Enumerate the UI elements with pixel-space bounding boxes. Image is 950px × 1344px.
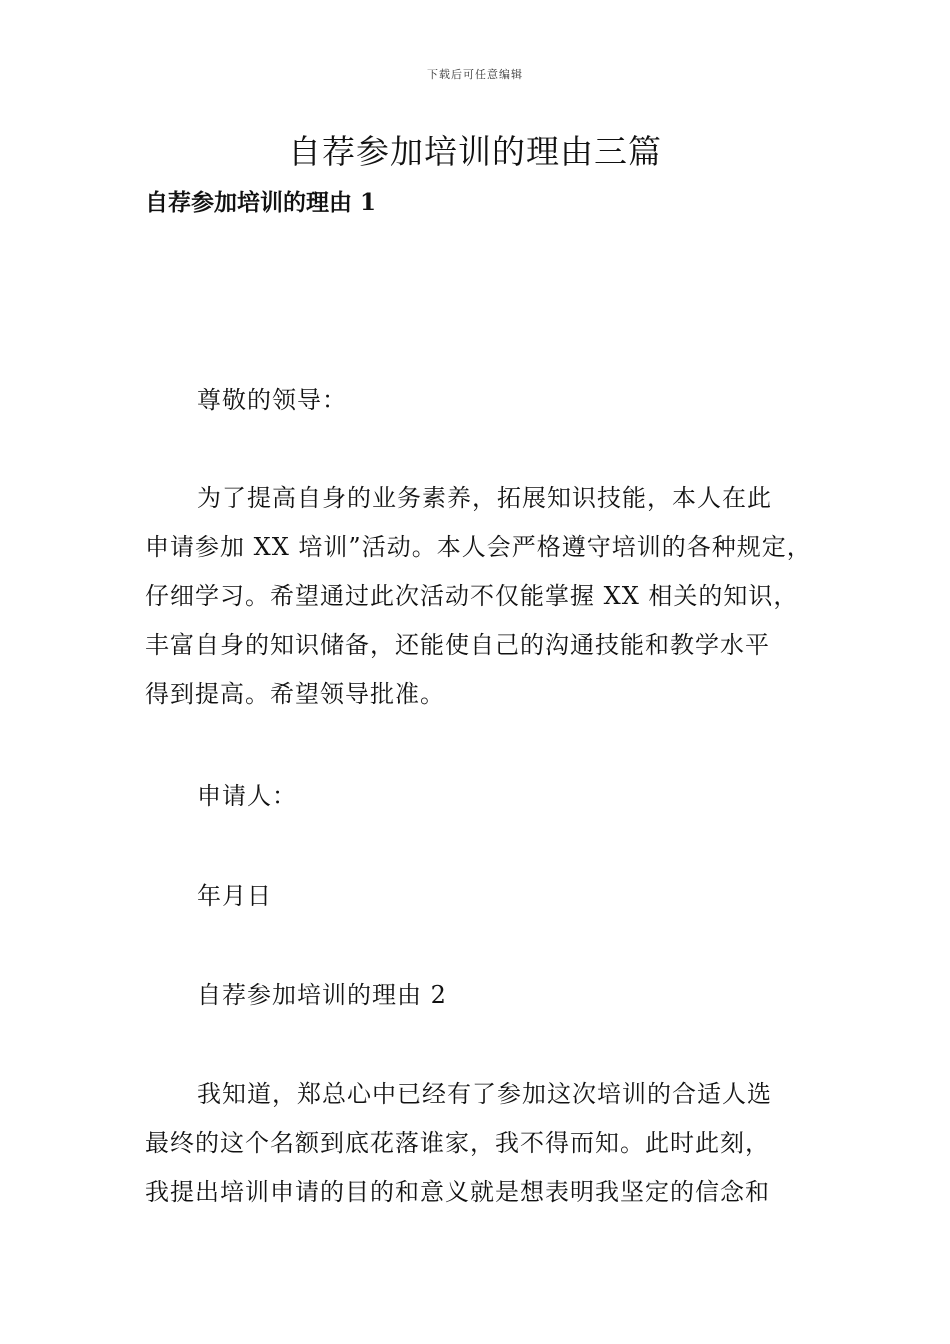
- header-note: 下载后可任意编辑: [427, 68, 523, 81]
- section-2-body: [145, 1070, 815, 1217]
- body-line: 仔细学习。希望通过此次活动不仅能掌握 XX 相关的知识，: [145, 582, 799, 610]
- salutation: 尊敬的领导：: [197, 386, 347, 414]
- applicant-label: 申请人：: [197, 782, 297, 810]
- date-label: 年月日: [197, 882, 272, 910]
- section-1-heading: 自荐参加培训的理由 1: [145, 189, 377, 216]
- body-line: 最终的这个名额到底花落谁家，我不得而知。此时此刻，: [145, 1129, 770, 1157]
- body-line: 为了提高自身的业务素养，拓展知识技能，本人在此: [197, 484, 772, 512]
- document-title: 自荐参加培训的理由三篇: [288, 132, 662, 171]
- section-2-heading: 自荐参加培训的理由 2: [197, 981, 447, 1009]
- body-line: 我知道，郑总心中已经有了参加这次培训的合适人选: [197, 1080, 772, 1108]
- body-line: 得到提高。希望领导批准。: [145, 680, 445, 708]
- body-line: 丰富自身的知识储备，还能使自己的沟通技能和教学水平: [145, 631, 770, 659]
- section-1-body: [145, 474, 815, 719]
- body-line: 申请参加 XX 培训”活动。本人会严格遵守培训的各种规定，: [145, 533, 812, 561]
- body-line: 我提出培训申请的目的和意义就是想表明我坚定的信念和: [145, 1178, 770, 1206]
